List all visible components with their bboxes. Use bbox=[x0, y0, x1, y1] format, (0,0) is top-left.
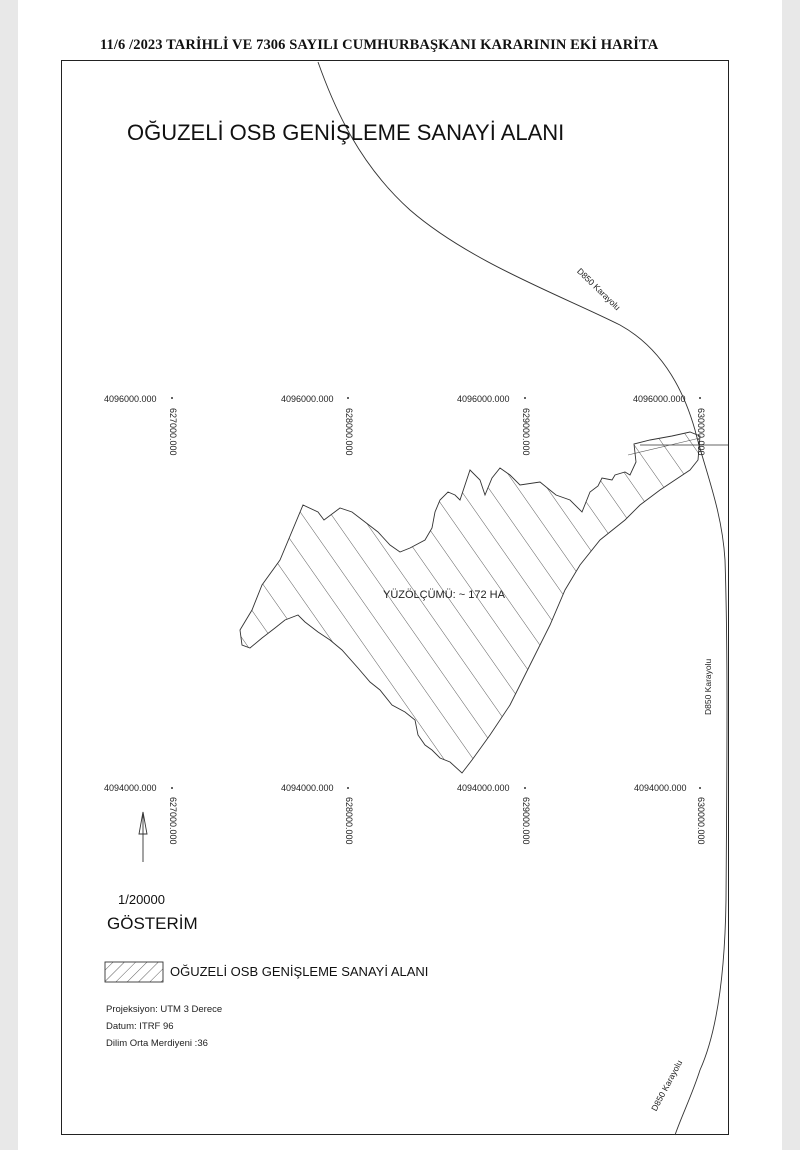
road-label: D850 Karayolu bbox=[649, 1058, 685, 1113]
legend-swatch bbox=[105, 962, 163, 982]
easting-label: 629000.000 bbox=[521, 408, 531, 456]
north-arrow-icon bbox=[139, 812, 147, 862]
northing-label: 4094000.000 bbox=[634, 783, 687, 793]
northing-label: 4096000.000 bbox=[457, 394, 510, 404]
easting-label: 628000.000 bbox=[344, 797, 354, 845]
map-scale: 1/20000 bbox=[118, 892, 165, 907]
northing-label: 4094000.000 bbox=[104, 783, 157, 793]
easting-label: 629000.000 bbox=[521, 797, 531, 845]
meridian-label: Dilim Orta Merdiyeni :36 bbox=[106, 1038, 208, 1049]
road-label: D850 Karayolu bbox=[575, 266, 623, 313]
road-label: D850 Karayolu bbox=[703, 658, 713, 715]
northing-label: 4096000.000 bbox=[633, 394, 686, 404]
legend-title: GÖSTERİM bbox=[107, 914, 198, 933]
northing-label: 4094000.000 bbox=[457, 783, 510, 793]
northing-label: 4094000.000 bbox=[281, 783, 334, 793]
easting-label: 628000.000 bbox=[344, 408, 354, 456]
northing-label: 4096000.000 bbox=[104, 394, 157, 404]
area-size-label: YÜZÖLÇÜMÜ: ~ 172 HA bbox=[383, 589, 505, 601]
northing-label: 4096000.000 bbox=[281, 394, 334, 404]
map-title: OĞUZELİ OSB GENİŞLEME SANAYİ ALANI bbox=[127, 120, 565, 145]
easting-label: 630000.000 bbox=[696, 408, 706, 456]
easting-label: 627000.000 bbox=[168, 408, 178, 456]
legend-item-label: OĞUZELİ OSB GENİŞLEME SANAYİ ALANI bbox=[170, 964, 429, 979]
osb-area-polygon bbox=[240, 432, 700, 773]
easting-label: 627000.000 bbox=[168, 797, 178, 845]
datum-label: Datum: ITRF 96 bbox=[106, 1021, 174, 1032]
document-header: 11/6 /2023 TARİHLİ VE 7306 SAYILI CUMHURBAŞKANI KARARININ EKİ HARİTA bbox=[100, 37, 659, 53]
easting-label: 630000.000 bbox=[696, 797, 706, 845]
projection-label: Projeksiyon: UTM 3 Derece bbox=[106, 1004, 223, 1015]
